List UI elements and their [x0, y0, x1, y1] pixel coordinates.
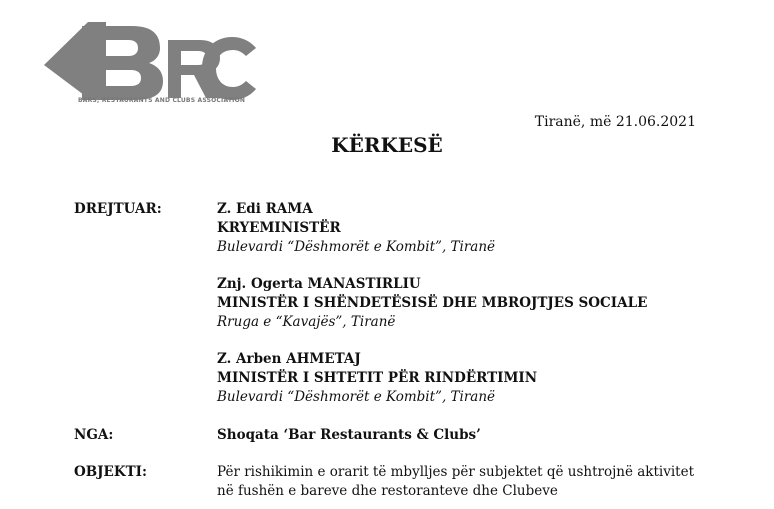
recipient-1-role: KRYEMINISTËR	[217, 220, 341, 236]
logo-letter-b	[82, 26, 163, 100]
document-date: Tiranë, më 21.06.2021	[534, 114, 696, 130]
recipient-1-name: Z. Edi RAMA	[217, 201, 313, 217]
objekti-line-1: Për rishikimin e orarit të mbylljes për subjektet që ushtrojnë aktivitet	[217, 464, 695, 480]
drejtuar-label: DREJTUAR:	[74, 201, 162, 217]
objekti-label: OBJEKTI:	[74, 464, 147, 480]
nga-value: Shoqata ‘Bar Restaurants & Clubs’	[217, 427, 481, 443]
recipient-2-address: Rruga e “Kavajës”, Tiranë	[217, 314, 396, 330]
recipient-2-name: Znj. Ogerta MANASTIRLIU	[217, 276, 421, 292]
logo-letter-c	[202, 37, 256, 100]
recipient-3-role: MINISTËR I SHTETIT PËR RINDËRTIMIN	[217, 370, 538, 386]
recipient-2-role: MINISTËR I SHËNDETËSISË DHE MBROJTJES SOCIALE	[217, 295, 648, 311]
recipient-1-address: Bulevardi “Dëshmorët e Kombit”, Tiranë	[217, 239, 496, 255]
objekti-line-2: në fushën e bareve dhe restoranteve dhe Clubeve	[217, 483, 558, 499]
recipient-3-address: Bulevardi “Dëshmorët e Kombit”, Tiranë	[217, 389, 496, 405]
logo-subtitle: BARS, RESTAURANTS AND CLUBS ASSOCIATION	[78, 97, 246, 104]
recipient-3-name: Z. Arben AHMETAJ	[217, 351, 361, 367]
nga-label: NGA:	[74, 427, 114, 443]
document-title: KËRKESË	[331, 133, 443, 157]
